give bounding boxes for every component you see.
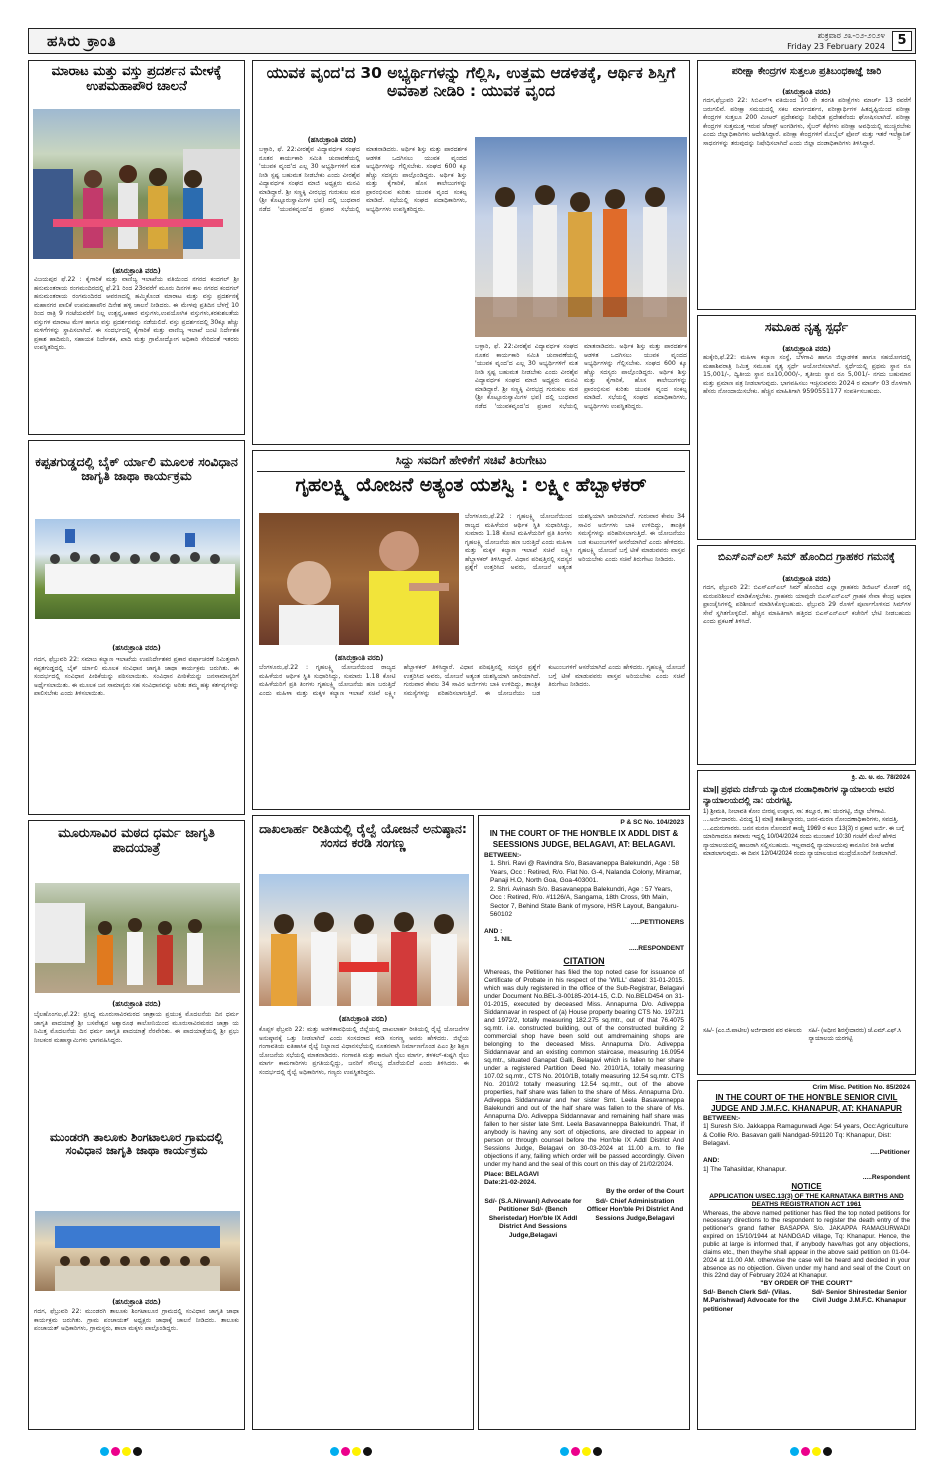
signature-judge: Sd/- Senior Shirestedar Senior Civil Judge J.M.F.C. Khanapur — [811, 1288, 907, 1305]
dateline: (ಹಸಿರುಕ್ರಾಂತಿ ವರದಿ) — [782, 88, 831, 96]
date: Date:21-02-2024. — [484, 1179, 537, 1187]
article-trade-fair — [28, 60, 245, 435]
registration-marks — [330, 1441, 374, 1460]
court-heading: ಮಾ|| ಪ್ರಥಮ ದರ್ಜೆಯ ನ್ಯಾಯಿಕ ದಂಡಾಧಿಕಾರಿಗಳ ನ್ಯಾಯಾಲಯ ಅವರ ನ್ಯಾಯಾಲಯದಲ್ಲಿ ನಾ: ಯರಗಟ್ಟಿ. — [703, 784, 895, 806]
between-label: BETWEEN:- — [703, 1114, 741, 1122]
signature-clerk: Sd/- Bench Clerk Sd/- (Vilas. M.Parishwad) Advocate for the petitioner — [703, 1288, 800, 1313]
registration-marks — [100, 1441, 144, 1460]
article-bsnl-sim — [697, 545, 916, 765]
article-exam-prohibition — [697, 60, 916, 310]
article-dance-contest — [697, 315, 916, 540]
headline: ಯುವಕ ವೃಂದ'ದ 30 ಅಭ್ಯರ್ಥಿಗಳನ್ನು ಗೆಲ್ಲಿಸಿ, ಉತ್ತಮ ಆಡಳಿತಕ್ಕೆ, ಆರ್ಥಿಕ ಶಿಸ್ತಿಗೆ ಅವಕಾಶ ನೀಡಿರಿ : ಯುವಕ ವೃಂದ — [266, 64, 676, 100]
citation-title: CITATION — [563, 956, 605, 967]
article-body: ಹುಕ್ಕೇರಿ,ಫೆ.22: ಮಹಿಳಾ ಕಲ್ಯಾಣ ಸಂಸ್ಥೆ, ಬೆಳಗಾವಿ ಹಾಗೂ ಜಿಲ್ಲಾಡಳಿತ ಹಾಗೂ ಸಹಯೋಗದಲ್ಲಿ ಮಹಾಶಿವರಾತ್ರಿ ನಿಮಿತ್ತ ಸಮೂಹ ನೃತ್ಯ ಸ್ಪರ್ಧೆ ಆಯೋಜಿಸಲಾಗಿದೆ. ಸ್ಪರ್ಧೆಯಲ್ಲಿ ಪ್ರಥಮ ಸ್ಥಾನ ರೂ 15,001/-, ದ್ವಿತೀಯ ಸ್ಥಾನ ರೂ10,000/-, ತೃತೀಯ ಸ್ಥಾನ ರೂ 5,001/- ನಗದು ಬಹುಮಾನ ಮತ್ತು ಪ್ರಮಾಣ ಪತ್ರ ನೀಡಲಾಗುವುದು. ಭಾಗವಹಿಸಲು ಇಚ್ಛಿಸುವವರು 2024 ರ ಮಾರ್ಚ್ 03 ರೊಳಗಾಗಿ ಹೆಸರು ನೋಂದಾಯಿಸಬೇಕು. ಹೆಚ್ಚಿನ ಮಾಹಿತಿಗಾಗಿ 9590551177 ಸಂಪರ್ಕಿಸಬಹುದು. — [703, 354, 911, 396]
dateline: (ಹಸಿರುಕ್ರಾಂತಿ ವರದಿ) — [782, 345, 831, 353]
article-padayatra — [28, 820, 245, 1430]
petitioner-1: 1. Shri. Ravi @ Ravindra S/o, Basavaneppa Balekundri, Age : 58 Years, Occ : Retired, R/o. Flat No. G-4, Nalanda Colony, Miramar, Panaji H.O, North Goa, Goa-403001. — [490, 860, 682, 885]
article-body: ಬೈಲಹೊಂಗಲ,ಫೆ.22: ಪ್ರಸಿದ್ಧ ಮೂರುಸಾವಿರಮಠದ ಜಾತ್ರಾಯ ಪ್ರಯುಕ್ತ ಮೊದಲನೆಯ ದಿನ ಧರ್ಮ ಜಾಗೃತಿ ಪಾದಯಾತ್ರೆ ಶ್ರೀ ಬಸವೇಶ್ವರ ಅಶ್ವಾರೂಢ ಕಾಲೋನಿಯಿಂದ ಮೂರುಸಾವಿರಮಠದ ಜಾತ್ರಾ ಯ ನಿಮಿತ್ತ ಮೊದಲನೆಯ ದಿನ ಧರ್ಮ ಜಾಗೃತಿ ಪಾದಯಾತ್ರೆ ನೆರವೇರಿತು. ಈ ಪಾದಯಾತ್ರೆಯಲ್ಲಿ ಶ್ರೀ ಪ್ರಭು ನೀಲಕಂಠ ಮಹಾಸ್ವಾಮಿಗಳು ಭಾಗವಹಿಸಿದ್ದರು. — [34, 1011, 239, 1044]
dateline: (ಹಸಿರುಕ್ರಾಂತಿ ವರದಿ) — [112, 644, 161, 652]
sub-headline: ಮುಂಡರಗಿ ತಾಲೂಕು ಶಿಂಗಟಾಲೂರ ಗ್ರಾಮದಲ್ಲಿ ಸಂವಿಧಾನ ಜಾಗೃತಿ ಜಾಥಾ ಕಾರ್ಯಕ್ರಮ — [49, 1130, 224, 1158]
petitioner-1: 1] Suresh S/o. Jakkappa Ramagurwadi Age: 54 years, Occ:Agriculture & Collie R/o. Basavan galli Nandgad-591120 Tq: Khanapur, Dist: Belagavi. — [703, 1123, 909, 1148]
article-body: ಗದಗ, ಫೆಬ್ರುವರಿ 22: ಬಿಎಸ್‌ಎನ್‌ಎಲ್ ಸಿಮ್ ಹೊಂದಿದ ಎಲ್ಲಾ ಗ್ರಾಹಕರು ಡಿಜಿಟಲ್ ಮೋಡ್ ನಲ್ಲಿ ಮರುಪರಿಶೀಲನೆ ಮಾಡಿಕೊಳ್ಳಬೇಕು. ಗ್ರಾಹಕರು ಯಾವುದೇ ಬಿಎಸ್‌ಎನ್‌ಎಲ್ ಗ್ರಾಹಕ ಸೇವಾ ಕೇಂದ್ರ ಅಥವಾ ಫ್ರಾಂಚೈಸಿಗಳಲ್ಲಿ ಪರಿಶೀಲನೆ ಮಾಡಿಸಿಕೊಳ್ಳಬಹುದು. ಫೆಬ್ರುವರಿ 29 ರೊಳಗೆ ಪೂರ್ಣಗೊಳಿಸದ ಸಿಮ್‌ಗಳ ಸೇವೆ ಸ್ಥಗಿತಗೊಳ್ಳಲಿದೆ. ಹೆಚ್ಚಿನ ಮಾಹಿತಿಗಾಗಿ ಹತ್ತಿರದ ಬಿಎಸ್‌ಎನ್‌ಎಲ್ ಕಚೇರಿಗೆ ಭೇಟಿ ನೀಡಬಹುದು ಎಂದು ಪ್ರಕಟಣೆ ತಿಳಿಸಿದೆ. — [703, 584, 911, 626]
headline: ಪರೀಕ್ಷಾ ಕೇಂದ್ರಗಳ ಸುತ್ತಲೂ ಪ್ರತಿಬಂಧಕಾಜ್ಞೆ ಜಾರಿ — [731, 66, 882, 77]
photo-jatha — [35, 1211, 240, 1291]
headline: ಮೂರುಸಾವಿರ ಮಠದ ಧರ್ಮ ಜಾಗೃತಿ ಪಾದಯಾತ್ರೆ — [58, 826, 215, 856]
registration-marks — [790, 1441, 834, 1460]
photo-railway — [259, 874, 469, 1006]
dateline: (ಹಸಿರುಕ್ರಾಂತಿ ವರದಿ) — [112, 267, 161, 275]
dateline: (ಹಸಿರುಕ್ರಾಂತಿ ವರದಿ) — [338, 1015, 388, 1023]
legal-notice-khanapur — [697, 1080, 916, 1430]
article-body: ಬೆಂಗಳೂರು,ಫೆ.22 : ಗೃಹಲಕ್ಷ್ಮಿ ಯೋಜನೆಯಿಂದ ರಾಜ್ಯದ ಮಹಿಳೆಯರ ಆರ್ಥಿಕ ಸ್ಥಿತಿ ಸುಧಾರಿಸಿದ್ದು, ಸುಮಾರು 1.18 ಕೋಟಿ ಮಹಿಳೆಯರಿಗೆ ಪ್ರತಿ ತಿಂಗಳು ಗೃಹಲಕ್ಷ್ಮಿ ಯೋಜನೆಯ ಹಣ ಬರುತ್ತಿದೆ ಎಂದು ಮಹಿಳಾ ಮತ್ತು ಮಕ್ಕಳ ಕಲ್ಯಾಣ ಇಲಾಖೆ ಸಚಿವೆ ಲಕ್ಷ್ಮೀ ಹೆಬ್ಬಾಳಕರ್ ತಿಳಿಸಿದ್ದಾರೆ. ವಿಧಾನ ಪರಿಷತ್ತಿನಲ್ಲಿ ಸದಸ್ಯರ ಪ್ರಶ್ನೆಗೆ ಉತ್ತರಿಸಿದ ಅವರು, ಯೋಜನೆ ಅತ್ಯಂತ ಯಶಸ್ವಿಯಾಗಿ ಜಾರಿಯಾಗಿದೆ. ಗುರುವಾರ ಕೇವಲ 34 ಸಾವಿರ ಅರ್ಜಿಗಳು ಬಾಕಿ ಉಳಿದಿದ್ದು, ತಾಂತ್ರಿಕ ಸಮಸ್ಯೆಗಳನ್ನು ಪರಿಹರಿಸಲಾಗುತ್ತಿದೆ. ಈ ಯೋಜನೆಯು ಬಡ ಕುಟುಂಬಗಳಿಗೆ ಆಸರೆಯಾಗಿದೆ ಎಂದು ಹೇಳಿದರು. ಗೃಹಲಕ್ಷ್ಮಿ ಯೋಜನೆ ಬಗ್ಗೆ ಟೀಕೆ ಮಾಡುವವರು ವಾಸ್ತವ ಅರಿಯಬೇಕು ಎಂದು ಸಚಿವೆ ತಿರುಗೇಟು ನೀಡಿದರು. — [259, 664, 685, 697]
headline: ಮಾರಾಟ ಮತ್ತು ವಸ್ತು ಪ್ರದರ್ಶನ ಮೇಳಕ್ಕೆ ಉಪಮಹಾಪೌರ ಚಾಲನೆ — [51, 64, 222, 94]
header-date-en: Friday 23 February 2024 — [787, 42, 885, 51]
case-number: ಕ್ರಿ. ಮಿ. ಅ. ನಂ. 78/2024 — [851, 774, 910, 781]
order-line: By the order of the Court — [605, 1187, 684, 1195]
article-youth-group — [252, 60, 690, 445]
headline: ಗೃಹಲಕ್ಷ್ಮಿ ಯೋಜನೆ ಅತ್ಯಂತ ಯಶಸ್ವಿ : ಲಕ್ಷ್ಮೀ ಹೆಬ್ಬಾಳಕರ್ — [295, 474, 647, 496]
court-name: IN THE COURT OF THE HON'BLE IX ADDL DIST & SEESSIONS JUDGE, BELAGAVI, AT: BELAGAVI. — [489, 829, 679, 849]
dateline: (ಹಸಿರುಕ್ರಾಂತಿ ವರದಿ) — [782, 575, 831, 583]
petitioners-label: .....PETITIONERS — [630, 919, 684, 927]
article-gruhalakshmi — [252, 450, 690, 810]
and-label: AND : — [484, 927, 503, 935]
signature-officer: Sd/- Chief Administration Officer Hon'ble Pri District And Sessions Judge,Belagavi — [586, 1197, 684, 1222]
signature-advocate: ಸಹಿ/- (ಎಂ.ಜಿ.ಪಾಟೀಲ) ಅರ್ಜಿದಾರರ ಪರ ವಕೀಲರು — [703, 1028, 802, 1035]
respondent-1: 1] The Tahasildar, Khanapur. — [703, 1165, 787, 1173]
notice-body: Whereas, the Petitioner has filed the top noted case for issuance of Certificate of Probate in his respect of the 'WILL' dated: 31-01-2015. which was duly registered in the office of the Sub-Registrar, Belagavi under Document No.BEL-3-00185-2014-15, C.D. No.BELD454 on 31-01-2015, executed by deceased Miss. Annapurna D/o. Adiveppa Siddannavar in respect of (a) House property bearing CTS No. 1972/1 and 1972/2, totally measuring 182.275 sq.mtr., out of that 76.4075 sq.mtr. i.e. constructed building, out of the constructed building 2 commercial shop have been sold out amdremaining shops are belonging to the deceased Miss. Annapuma D/o. Adiveppa Siddannavar and an existing common staircase, measuring 16.0954 sq.mtr., situated Ganapat Galli, Belagavi which is fallen to her share under a registered Partition Deed No. 2010/1A, totally measuring 107.02 sq.mtr., CTS No. 2010/1B, totally measuring 12.54 sq.mtr. CTS No. 2010/2 totally measuring 12.54 sq.mtr., out of the above properties, half share was fallen to the share of Miss. Annapurna D/o. Adiveppa Siddannavar and her sister Smt. Leela Basavanneppa Balekundri and out of the half share was fallen to the share of Ms. Annapurna D/o. Adiveppa Siddannavar and remaining half share was fallen to her sister late Smt. Leela Basavanneppa Balekundri. That, if anybody is having any sort of objections, are directed to appear in person or through counsel before the Hon'ble IX Addl District And Sessions Judge, Belagavi on 30-03-2024 at 11.00 a.m. to file objections if any, failing which order will be passed accordingly. Given under my hand and the seal of this court on this day of 21/02/2024. — [484, 968, 684, 1168]
respondent-label: .....Respondent — [862, 1173, 910, 1181]
headline: ದಾಖಲಾರ್ಹ ರೀತಿಯಲ್ಲಿ ರೈಲ್ವೆ ಯೋಜನೆ ಅನುಷ್ಠಾನ: ಸಂಸದ ಕರಡಿ ಸಂಗಣ್ಣ — [259, 821, 467, 851]
respondent-nil: 1. NIL — [494, 936, 512, 944]
legal-notice-probate — [478, 815, 690, 1430]
court-name: IN THE COURT OF THE HON'BLE SENIOR CIVIL JUDGE AND J.M.F.C. KHANAPUR, AT: KHANAPUR — [711, 1093, 902, 1113]
page-number: 5 — [892, 31, 912, 51]
masthead-bar — [28, 28, 916, 54]
signature-advocate: Sd/- (S.A.Nirwani) Advocate for Petitioner Sd/- (Bench Sheristedar) Hon'ble IX Addl District And Sessions Judge,Belagavi — [484, 1197, 582, 1239]
header-date-kn: ಶುಕ್ರವಾರ ೨೩-೦೨-೨೦೨೪ — [817, 31, 885, 40]
order-line: "BY ORDER OF THE COURT" — [760, 1280, 853, 1288]
legal-notice-kannada — [697, 770, 916, 1075]
application-title: APPLICATION U/SEC.13(3) OF THE KARNATAKA BIRTHS AND DEATHS REGISTRATION ACT 1961 — [709, 1192, 904, 1209]
between-label: BETWEEN:- — [484, 851, 522, 859]
article-body: ಗದಗ, ಫೆಬ್ರುವರಿ 22: ಮುಂಡರಗಿ ತಾಲೂಕು ಶಿಂಗಟಾಲೂರ ಗ್ರಾಮದಲ್ಲಿ ಸಂವಿಧಾನ ಜಾಗೃತಿ ಜಾಥಾ ಕಾರ್ಯಕ್ರಮ ಜರುಗಿತು. ಗ್ರಾಮ ಪಂಚಾಯತ್ ಅಧ್ಯಕ್ಷರು ಜಾಥಾಕ್ಕೆ ಚಾಲನೆ ನೀಡಿದರು. ತಾಲೂಕು ಪಂಚಾಯತ್ ಅಧಿಕಾರಿಗಳು, ಗ್ರಾಮಸ್ಥರು, ಶಾಲಾ ಮಕ್ಕಳು ಪಾಲ್ಗೊಂಡಿದ್ದರು. — [34, 1308, 239, 1333]
article-body-side: ಬೆಂಗಳೂರು,ಫೆ.22 : ಗೃಹಲಕ್ಷ್ಮಿ ಯೋಜನೆಯಿಂದ ರಾಜ್ಯದ ಮಹಿಳೆಯರ ಆರ್ಥಿಕ ಸ್ಥಿತಿ ಸುಧಾರಿಸಿದ್ದು, ಸುಮಾರು 1.18 ಕೋಟಿ ಮಹಿಳೆಯರಿಗೆ ಪ್ರತಿ ತಿಂಗಳು ಗೃಹಲಕ್ಷ್ಮಿ ಯೋಜನೆಯ ಹಣ ಬರುತ್ತಿದೆ ಎಂದು ಮಹಿಳಾ ಮತ್ತು ಮಕ್ಕಳ ಕಲ್ಯಾಣ ಇಲಾಖೆ ಸಚಿವೆ ಲಕ್ಷ್ಮೀ ಹೆಬ್ಬಾಳಕರ್ ತಿಳಿಸಿದ್ದಾರೆ. ವಿಧಾನ ಪರಿಷತ್ತಿನಲ್ಲಿ ಸದಸ್ಯರ ಪ್ರಶ್ನೆಗೆ ಉತ್ತರಿಸಿದ ಅವರು, ಯೋಜನೆ ಅತ್ಯಂತ ಯಶಸ್ವಿಯಾಗಿ ಜಾರಿಯಾಗಿದೆ. ಗುರುವಾರ ಕೇವಲ 34 ಸಾವಿರ ಅರ್ಜಿಗಳು ಬಾಕಿ ಉಳಿದಿದ್ದು, ತಾಂತ್ರಿಕ ಸಮಸ್ಯೆಗಳನ್ನು ಪರಿಹರಿಸಲಾಗುತ್ತಿದೆ. ಈ ಯೋಜನೆಯು ಬಡ ಕುಟುಂಬಗಳಿಗೆ ಆಸರೆಯಾಗಿದೆ ಎಂದು ಹೇಳಿದರು. ಗೃಹಲಕ್ಷ್ಮಿ ಯೋಜನೆ ಬಗ್ಗೆ ಟೀಕೆ ಮಾಡುವವರು ವಾಸ್ತವ ಅರಿಯಬೇಕು ಎಂದು ಸಚಿವೆ ತಿರುಗೇಟು ನೀಡಿದರು. — [465, 513, 685, 572]
respondent-label: .....RESPONDENT — [629, 944, 684, 952]
notice-title: NOTICE — [791, 1182, 822, 1192]
registration-marks — [560, 1441, 604, 1460]
kicker: ಸಿದ್ದು ಸವದಿಗೆ ಹೇಳಿಕೆಗೆ ಸಚಿವೆ ತಿರುಗೇಟು — [395, 453, 547, 467]
photo-padayatra — [35, 883, 240, 993]
photo-trade-fair — [33, 109, 240, 259]
article-body-continued: ಬಳ್ಳಾರಿ, ಫೆ. 22:ವೀರಶೈವ ವಿದ್ಯಾವರ್ಧಕ ಸಂಘದ ನೂತನ ಕಾರ್ಯಕಾರಿ ಸಮಿತಿ ಚುನಾವಣೆಯಲ್ಲಿ 'ಯುವಕ ವೃಂದ'ದ ಎಲ್ಲ 30 ಅಭ್ಯರ್ಥಿಗಳಿಗೆ ಮತ ನೀಡಿ ಸ್ಪಷ್ಟ ಬಹುಮತ ನೀಡಬೇಕು ಎಂದು ವೀರಶೈವ ವಿದ್ಯಾವರ್ಧಕ ಸಂಘದ ಮಾಜಿ ಅಧ್ಯಕ್ಷರು ಮನವಿ ಮಾಡಿದ್ದಾರೆ. ಶ್ರೀ ಸಣ್ಣಕ್ಕಿ ವೀರಭದ್ರ ಗುರುಕುಲ ಮಠ (ಶ್ರೀ ಕೊಟ್ಟೂರುಸ್ವಾಮಿಗಳ ಭವ) ದಲ್ಲಿ ಬುಧವಾರ ನಡೆದ 'ಯುವಕವೃಂದ'ದ ಪ್ರಚಾರ ಸಭೆಯಲ್ಲಿ ಮಾತನಾಡಿದರು. ಅರ್ಥಿಕ ಶಿಸ್ತು ಮತ್ತು ಪಾರದರ್ಶಕ ಆಡಳಿತ ಒದಗಿಸಲು ಯುವಕ ವೃಂದದ ಅಭ್ಯರ್ಥಿಗಳನ್ನು ಗೆಲ್ಲಿಸಬೇಕು. ಸಂಘದ 600 ಕ್ಕೂ ಹೆಚ್ಚು ಸದಸ್ಯರು ಪಾಲ್ಗೊಂಡಿದ್ದರು. ಅರ್ಥಿಕ ಶಿಸ್ತು ಮತ್ತು ಕೈಗಾರಿಕೆ, ಹೊಸ ಕಾಲೇಜುಗಳನ್ನು ಪ್ರಾರಂಭಿಸುವ ಕುರಿತು ಯುವಕ ವೃಂದ ಸಂಕಲ್ಪ ಮಾಡಿದೆ. ಸಭೆಯಲ್ಲಿ ಸಂಘದ ಪದಾಧಿಕಾರಿಗಳು, ಅಭ್ಯರ್ಥಿಗಳು ಉಪಸ್ಥಿತರಿದ್ದರು. — [475, 343, 687, 410]
petitioner-label: .....Petitioner — [870, 1148, 910, 1156]
notice-body: 1) ಶ್ರೀಮತಿ, ನೀಲಾವತಿ ಕೋಂ ಬೀರಪ್ಪ ಉಪ್ಪಾರ, ಸಾ: ತಲ್ಲೂರ, ತಾ: ಯರಗಟ್ಟಿ, ಜಿಲ್ಲಾ ಬೆಳಗಾವಿ. ....ಅರ್ಜಿದಾರರು. ವಿರುದ್ಧ 1) ಮಾ|| ತಹಶೀಲ್ದಾರರು, ಜನನ-ಮರಣ ನೋಂದಣಾಧಿಕಾರಿಗಳು, ಸವದತ್ತಿ. ....ಎದುರುಗಾರರು. ಜನನ ಮರಣ ನೋಂದಣಿ ಕಾಯ್ದೆ 1969 ರ ಕಲಂ 13(3) ರ ಪ್ರಕಾರ ಅರ್ಜಿ. ಈ ಬಗ್ಗೆ ಯಾರಿಗಾದರೂ ತಕರಾರು ಇದ್ದಲ್ಲಿ 10/04/2024 ರಂದು ಮುಂಜಾನೆ 10:30 ಗಂಟೆಗೆ ಮೇಲೆ ಹೇಳಿದ ನ್ಯಾಯಾಲಯದಲ್ಲಿ ಹಾಜರಾಗಿ ಸಲ್ಲಿಸಬಹುದು. ಇಲ್ಲವಾದಲ್ಲಿ ನ್ಯಾಯಾಲಯವು ಕಾನೂನಿನ ರೀತಿ ಆದೇಶ ಮಾಡಲಾಗುವುದು. ಈ ದಿವಸ 12/04/2024 ರಂದು ನ್ಯಾಯಾಲಯದ ಮುದ್ರೆಯೊಂದಿಗೆ ನೀಡಲಾಗಿದೆ. — [703, 808, 905, 857]
place: Place: BELAGAVI — [484, 1170, 539, 1178]
headline: ಸಮೂಹ ನೃತ್ಯ ಸ್ಪರ್ಧೆ — [764, 319, 849, 334]
article-railway — [252, 815, 474, 1430]
article-body: ವಿಜಯಪುರ ಫೆ.22 : ಕೈಗಾರಿಕೆ ಮತ್ತು ವಾಣಿಜ್ಯ ಇಲಾಖೆಯ ವತಿಯಿಂದ ನಗರದ ಕಂದಗಲ್ ಶ್ರೀ ಹನುಮಂತರಾಯ ರಂಗಮಂದಿರದಲ್ಲಿ ಫೆ.21 ರಿಂದ 23ರವರೆಗೆ ಮೂರು ದಿನಗಳ ಕಾಲ ನಗರದ ಕಂದಗಲ್ ಹನುಮಂತರಾಯ ರಂಗಮಂದಿರದ ಆವರಣದಲ್ಲಿ ಹಮ್ಮಿಕೊಂಡ ಮಾರಾಟ ಮತ್ತು ವಸ್ತು ಪ್ರದರ್ಶನಕ್ಕೆ ಮಹಾನಗರ ಪಾಲಿಕೆ ಉಪಮಹಾಪೌರ ದಿನೇಶ ಹಳ್ಳಿ ಚಾಲನೆ ನೀಡಿದರು. ಈ ಮೇಳವು ಪ್ರತಿದಿನ ಬೆಳಗ್ಗೆ 10 ರಿಂದ ರಾತ್ರಿ 9 ಗಂಟೆಯವರೆಗೆ ನಿಲ್ಲ ಉತ್ಪನ್ನ,ಆಹಾರ ವಸ್ತುಗಳು,ಉಪಯೋಗಿಕ ವಸ್ತುಗಳು,ಕರಕುಶಲತೆಯ ವಸ್ತುಗಳ ಮಾರಾಟ ಮೇಳ ಹಾಗೂ ವಸ್ತು ಪ್ರದರ್ಶನವನ್ನು ನಡೆಯಲಿದೆ. ವಸ್ತು ಪ್ರದರ್ಶನದಲ್ಲಿ 30ಕ್ಕೂ ಹೆಚ್ಚು ಮಳಿಗೆಗಳನ್ನು ಸ್ಥಾಪಿಸಲಾಗಿದೆ. ಈ ಸಂದರ್ಭದಲ್ಲಿ ಕೈಗಾರಿಕೆ ಮತ್ತು ವಾಣಿಜ್ಯ ಇಲಾಖೆ ಜಂಟಿ ನಿರ್ದೇಶಕ ಪ್ರಕಾಶ ಹಾದಿಮನಿ, ಸಹಾಯಕ ನಿರ್ದೇಶಕ, ಖಾದಿ ಮತ್ತು ಗ್ರಾಮೋದ್ಯೋಗ ಅಧಿಕಾರಿ ಸೇರಿದಂತೆ ಇತರರು ಉಪಸ್ಥಿತರಿದ್ದರು. — [34, 276, 239, 352]
article-body: ಗದಗ, ಫೆಬ್ರುವರಿ 22: ಸಮಾಜ ಕಲ್ಯಾಣ ಇಲಾಖೆಯ ಉಪನಿರ್ದೇಶಕರ ಪ್ರಕಾರ ವರ್ಷಾಚರಣೆ ನಿಮಿತ್ತವಾಗಿ ಕಪ್ಪತಗುಡ್ಡದಲ್ಲಿ ಬೈಕ್ ರ್ಯಾಲಿ ಮೂಲಕ ಸಂವಿಧಾನ ಜಾಗೃತಿ ಜಾಥಾ ಕಾರ್ಯಕ್ರಮ ಜರುಗಿತು. ಈ ಸಂದರ್ಭದಲ್ಲಿ ಸಂವಿಧಾನ ಪೀಠಿಕೆಯನ್ನು ಪಠಿಸಲಾಯಿತು. ಸಂವಿಧಾನ ಪೀಠಿಕೆಯನ್ನು ಜನಸಾಮಾನ್ಯರಿಗೆ ಅರ್ಥೈಸಲಾಯಿತು. ಈ ಮೂಲಕ ಜನ ಸಾಮಾನ್ಯರು ಸಹ ಸಂವಿಧಾನವನ್ನು ಅರಿತು ತಮ್ಮ ಹಕ್ಕು ಕರ್ತವ್ಯಗಳನ್ನು ಪಾಲಿಸಬೇಕು ಎಂದು ತಿಳಿಸಲಾಯಿತು. — [34, 656, 239, 698]
article-body: ಬಳ್ಳಾರಿ, ಫೆ. 22:ವೀರಶೈವ ವಿದ್ಯಾವರ್ಧಕ ಸಂಘದ ನೂತನ ಕಾರ್ಯಕಾರಿ ಸಮಿತಿ ಚುನಾವಣೆಯಲ್ಲಿ 'ಯುವಕ ವೃಂದ'ದ ಎಲ್ಲ 30 ಅಭ್ಯರ್ಥಿಗಳಿಗೆ ಮತ ನೀಡಿ ಸ್ಪಷ್ಟ ಬಹುಮತ ನೀಡಬೇಕು ಎಂದು ವೀರಶೈವ ವಿದ್ಯಾವರ್ಧಕ ಸಂಘದ ಮಾಜಿ ಅಧ್ಯಕ್ಷರು ಮನವಿ ಮಾಡಿದ್ದಾರೆ. ಶ್ರೀ ಸಣ್ಣಕ್ಕಿ ವೀರಭದ್ರ ಗುರುಕುಲ ಮಠ (ಶ್ರೀ ಕೊಟ್ಟೂರುಸ್ವಾಮಿಗಳ ಭವ) ದಲ್ಲಿ ಬುಧವಾರ ನಡೆದ 'ಯುವಕವೃಂದ'ದ ಪ್ರಚಾರ ಸಭೆಯಲ್ಲಿ ಮಾತನಾಡಿದರು. ಅರ್ಥಿಕ ಶಿಸ್ತು ಮತ್ತು ಪಾರದರ್ಶಕ ಆಡಳಿತ ಒದಗಿಸಲು ಯುವಕ ವೃಂದದ ಅಭ್ಯರ್ಥಿಗಳನ್ನು ಗೆಲ್ಲಿಸಬೇಕು. ಸಂಘದ 600 ಕ್ಕೂ ಹೆಚ್ಚು ಸದಸ್ಯರು ಪಾಲ್ಗೊಂಡಿದ್ದರು. ಅರ್ಥಿಕ ಶಿಸ್ತು ಮತ್ತು ಕೈಗಾರಿಕೆ, ಹೊಸ ಕಾಲೇಜುಗಳನ್ನು ಪ್ರಾರಂಭಿಸುವ ಕುರಿತು ಯುವಕ ವೃಂದ ಸಂಕಲ್ಪ ಮಾಡಿದೆ. ಸಭೆಯಲ್ಲಿ ಸಂಘದ ಪದಾಧಿಕಾರಿಗಳು, ಅಭ್ಯರ್ಥಿಗಳು ಉಪಸ್ಥಿತರಿದ್ದರು. — [259, 146, 467, 213]
headline: ಕಪ್ಪತಗುಡ್ಡದಲ್ಲಿ ಬೈಕ್ ರ್ಯಾಲಿ ಮೂಲಕ ಸಂವಿಧಾನ ಜಾಗೃತಿ ಜಾಥಾ ಕಾರ್ಯಕ್ರಮ — [35, 454, 238, 484]
case-number: Crim Misc. Petition No. 85/2024 — [812, 1084, 910, 1091]
photo-minister — [259, 513, 459, 645]
case-number: P & SC No. 104/2023 — [620, 819, 684, 826]
kicker-rule — [257, 471, 685, 472]
article-body: ಗದಗ,ಫೆಬ್ರುವರಿ 22: ಸಿಬಿಎಸ್‌ಇ ವತಿಯಿಂದ 10 ನೇ ತರಗತಿ ಪರೀಕ್ಷೆಗಳು ಮಾರ್ಚ್ 13 ರವರೆಗೆ ಜರುಗಲಿವೆ. ಪರೀಕ್ಷಾ ಸಮಯದಲ್ಲಿ ಸಕಲ ಮಾರ್ಗದರ್ಶನ, ಪರೀಕ್ಷಾರ್ಥಿಗಳ ಹಿತದೃಷ್ಟಿಯಿಂದ ಪರೀಕ್ಷಾ ಕೇಂದ್ರಗಳ ಸುತ್ತಲೂ 200 ಮೀಟರ್ ಪ್ರದೇಶವನ್ನು ನಿಷೇಧಿತ ಪ್ರದೇಶವೆಂದು ಘೋಷಿಸಲಾಗಿದೆ. ಪರೀಕ್ಷಾ ಕೇಂದ್ರಗಳ ಸುತ್ತಮುತ್ತ ಇರುವ ಜೆರಾಕ್ಸ್ ಅಂಗಡಿಗಳು, ಸೈಬರ್ ಕೆಫೆಗಳು ಪರೀಕ್ಷಾ ಅವಧಿಯಲ್ಲಿ ಮುಚ್ಚಿರಬೇಕು ಎಂದು ಜಿಲ್ಲಾಧಿಕಾರಿಗಳು ಆದೇಶಿಸಿದ್ದಾರೆ. ಪರೀಕ್ಷಾ ಕೇಂದ್ರಗಳಿಗೆ ಮೊಬೈಲ್ ಫೋನ್ ಮತ್ತು ಇತರೆ ಇಲೆಕ್ಟ್ರಾನಿಕ್ ಸಾಧನಗಳನ್ನು ತರುವುದನ್ನು ನಿಷೇಧಿಸಲಾಗಿದೆ ಎಂದು ಜಿಲ್ಲಾ ದಂಡಾಧಿಕಾರಿಗಳು ತಿಳಿಸಿದ್ದಾರೆ. — [703, 97, 911, 147]
masthead-title: ಹಸಿರು ಕ್ರಾಂತಿ — [47, 32, 117, 50]
headline: ಬಿಎಸ್‍ಎನ್‍ಎಲ್ ಸಿಮ್ ಹೊಂದಿದ ಗ್ರಾಹಕರ ಗಮನಕ್ಕೆ — [718, 551, 895, 563]
notice-body: Whereas, the above named petitioner has filed the top noted petitions for necessary directions to the respondent to register the death entry of the petitioner's grand father BASAPPA S/o. JAKAPPA RAMAGURWADI expired on 15/10/1944 at NANDGAD village, Tq: Khanapur. Hence, the public at large is informed that, if anybody have/has got any objections, claims etc., then they/he shall appear in the above said petition on 01-04-2024 at 11.00 AM. otherwise the case will be heard and decided in your absence as no objection. Given under my hand and seal of the Court on this 22nd day of February 2024 at Khanapur. — [703, 1209, 910, 1280]
and-label: AND: — [703, 1157, 720, 1165]
petitioner-2: 2. Shri. Avinash S/o. Basavaneppa Balekundri, Age : 57 Years, Occ : Retired, R/o. #1126/A, Sangama, 18th Cross, 9th Main, Sector 7, Behind State Bank of mysore, HSR Layout, Bangaluru-560102 — [490, 885, 679, 918]
article-bike-rally — [28, 440, 245, 815]
photo-youth-group — [475, 137, 687, 337]
dateline: (ಹಸಿರುಕ್ರಾಂತಿ ವರದಿ) — [334, 654, 384, 662]
dateline: (ಹಸಿರುಕ್ರಾಂತಿ ವರದಿ) — [307, 136, 357, 144]
dateline: (ಹಸಿರುಕ್ರಾಂತಿ ವರದಿ) — [112, 1000, 161, 1008]
article-body: ಕೊಪ್ಪಳ ಫೆಬ್ರವರಿ 22: ಮತ್ತು ಅಡಳಿತಾವಧಿಯಲ್ಲಿ ಜಿಲ್ಲೆಯಲ್ಲಿ ದಾಖಲಾರ್ಹ ರೀತಿಯಲ್ಲಿ ರೈಲ್ವೆ ಯೋಜನೆಗಳ ಅನುಷ್ಠಾನಕ್ಕೆ ಒತ್ತು ನೀಡಲಾಗಿದೆ ಎಂದು ಸಂಸದರಾದ ಕರಡಿ ಸಂಗಣ್ಣ ಅವರು ಹೇಳಿದರು. ಜಿಲ್ಲೆಯ ಗಂಗಾವತಿಯ ಐತಿಹಾಸಿಕ ರೈಲ್ವೆ ನಿಲ್ದಾಣದ ವಿಧಾನಸಭೆಯಲ್ಲಿ ನೂತನವಾಗಿ ನಿರ್ಮಾಣಗೊಂಡ ಪಿಎಂ ಶ್ರೀ ಶಿಕ್ಷಣ ಯೋಜನೆಯ ಸಭೆಯಲ್ಲಿ ಮಾತನಾಡಿದರು. ಗಂಗಾವತಿ ಮತ್ತು ಕಾರಟಗಿ ರೈಲು ಮಾರ್ಗ, ತಳಕಲ್-ಕುಷ್ಟಗಿ ರೈಲು ಮಾರ್ಗ ಕಾಮಗಾರಿಗಳು ಪ್ರಗತಿಯಲ್ಲಿದ್ದು, ಜನರಿಗೆ ಸೌಲಭ್ಯ ದೊರೆಯಲಿದೆ ಎಂದು ತಿಳಿಸಿದರು. ಈ ಸಂದರ್ಭದಲ್ಲಿ ರೈಲ್ವೆ ಅಧಿಕಾರಿಗಳು, ಗಣ್ಯರು ಉಪಸ್ಥಿತರಿದ್ದರು. — [259, 1026, 469, 1076]
dateline: (ಹಸಿರುಕ್ರಾಂತಿ ವರದಿ) — [112, 1298, 161, 1306]
signature-shirestedar: ಸಹಿ/- (ಅಧೀನ ಶಿರಸ್ತೇದಾರರು) ಜೆ.ಎಮ್.ಎಫ್.ಸಿ ನ್ಯಾಯಾಲಯ ಯರಗಟ್ಟಿ — [808, 1028, 902, 1042]
photo-bike-rally — [35, 519, 240, 619]
